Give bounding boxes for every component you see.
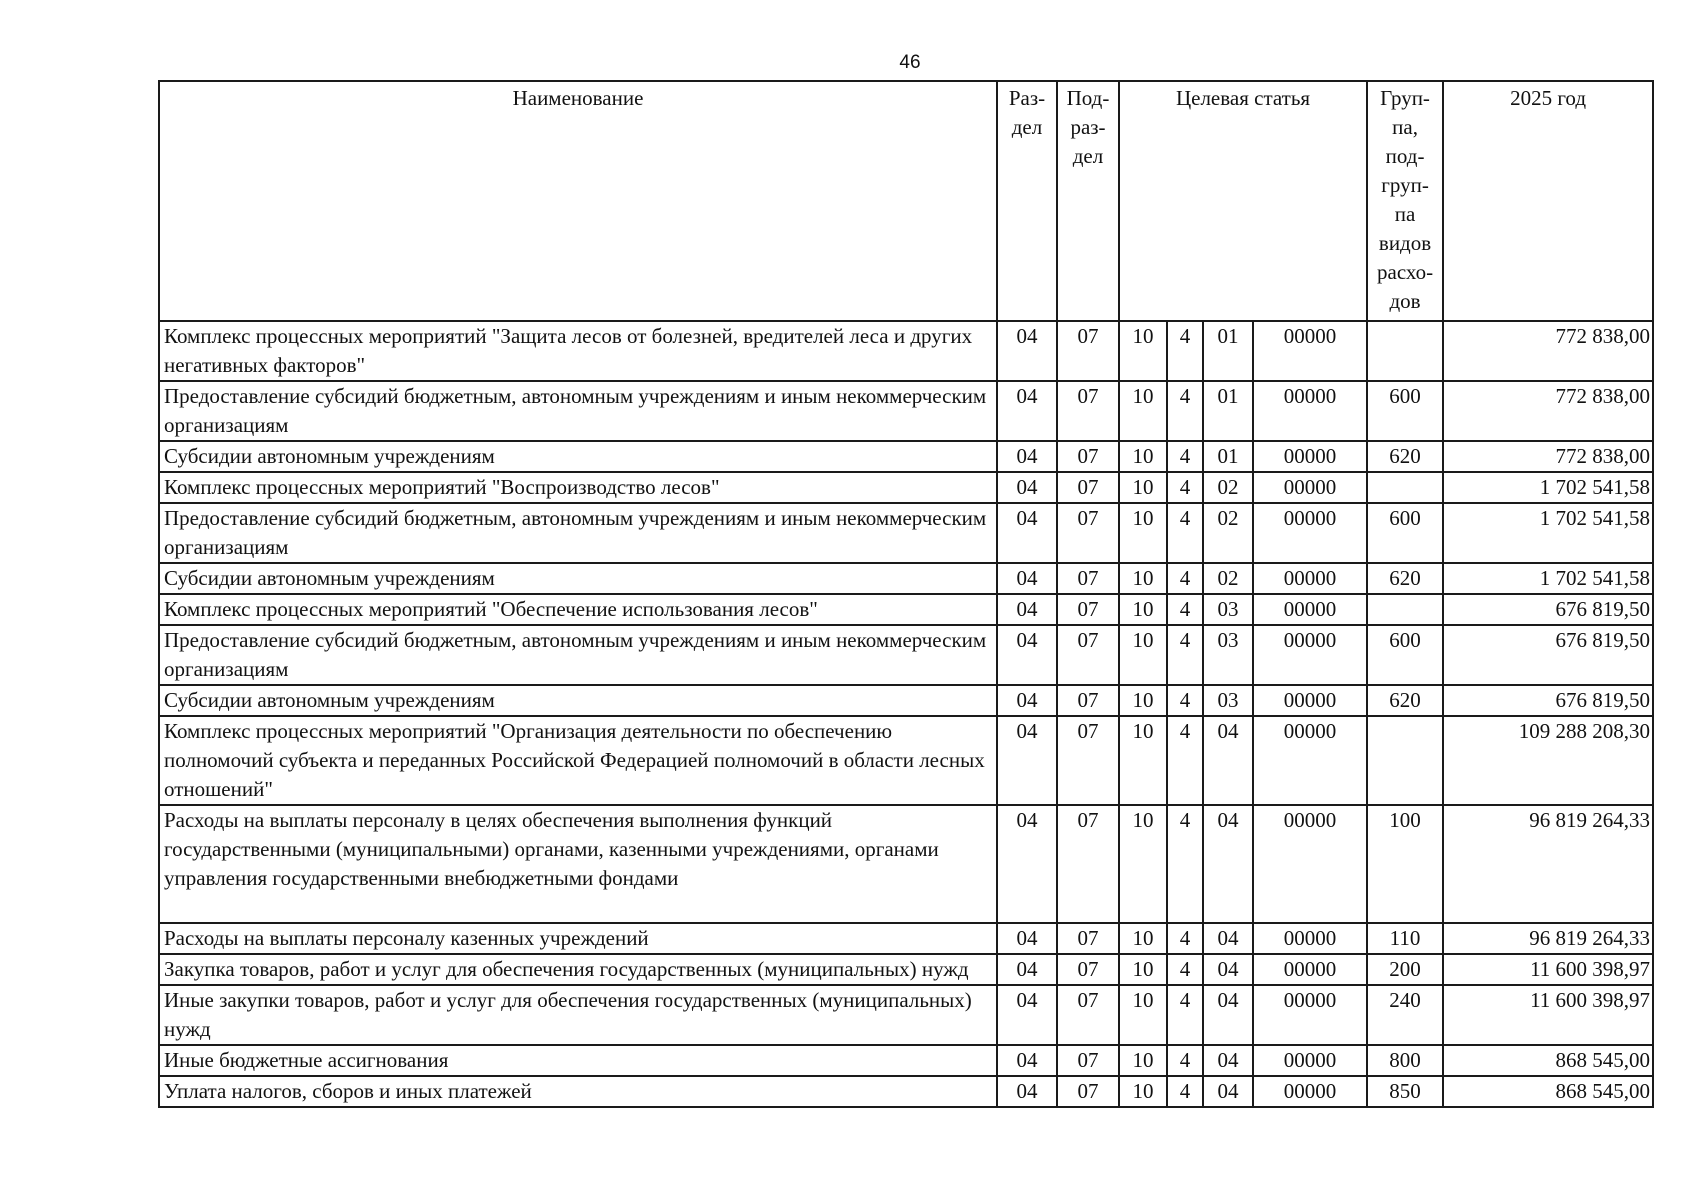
row-name: Расходы на выплаты персоналу в целях обеспечения выполнения функций государственными (муниципальными) органами, казенными учреждениями, органами управления государственными внебюджетными фондами bbox=[159, 805, 997, 923]
row-target-type: 4 bbox=[1167, 1045, 1203, 1076]
row-section: 04 bbox=[997, 1076, 1057, 1107]
row-subsection: 07 bbox=[1057, 954, 1119, 985]
row-target-complex: 04 bbox=[1203, 954, 1253, 985]
row-expense-group: 600 bbox=[1367, 503, 1443, 563]
row-expense-group: 800 bbox=[1367, 1045, 1443, 1076]
row-name: Комплекс процессных мероприятий "Обеспечение использования лесов" bbox=[159, 594, 997, 625]
row-target-type: 4 bbox=[1167, 472, 1203, 503]
row-target-direction: 00000 bbox=[1253, 472, 1367, 503]
row-target-program: 10 bbox=[1119, 625, 1167, 685]
row-amount: 772 838,00 bbox=[1443, 441, 1653, 472]
row-target-program: 10 bbox=[1119, 685, 1167, 716]
row-subsection: 07 bbox=[1057, 685, 1119, 716]
row-target-complex: 02 bbox=[1203, 503, 1253, 563]
budget-table bbox=[158, 80, 1654, 1108]
row-name: Уплата налогов, сборов и иных платежей bbox=[159, 1076, 997, 1107]
row-target-type: 4 bbox=[1167, 381, 1203, 441]
row-amount: 109 288 208,30 bbox=[1443, 716, 1653, 805]
row-expense-group bbox=[1367, 321, 1443, 381]
table-row bbox=[159, 563, 1653, 594]
row-section: 04 bbox=[997, 954, 1057, 985]
row-amount: 676 819,50 bbox=[1443, 594, 1653, 625]
row-target-complex: 04 bbox=[1203, 716, 1253, 805]
row-target-direction: 00000 bbox=[1253, 954, 1367, 985]
row-target-program: 10 bbox=[1119, 1045, 1167, 1076]
row-target-complex: 04 bbox=[1203, 805, 1253, 923]
row-target-program: 10 bbox=[1119, 563, 1167, 594]
row-expense-group: 620 bbox=[1367, 685, 1443, 716]
row-target-direction: 00000 bbox=[1253, 1045, 1367, 1076]
row-subsection: 07 bbox=[1057, 985, 1119, 1045]
row-subsection: 07 bbox=[1057, 625, 1119, 685]
row-target-complex: 02 bbox=[1203, 563, 1253, 594]
row-name: Предоставление субсидий бюджетным, автономным учреждениям и иным некоммерческим организациям bbox=[159, 381, 997, 441]
row-subsection: 07 bbox=[1057, 563, 1119, 594]
row-section: 04 bbox=[997, 503, 1057, 563]
row-target-complex: 04 bbox=[1203, 923, 1253, 954]
row-section: 04 bbox=[997, 685, 1057, 716]
row-target-complex: 01 bbox=[1203, 381, 1253, 441]
row-target-type: 4 bbox=[1167, 685, 1203, 716]
row-amount: 1 702 541,58 bbox=[1443, 472, 1653, 503]
row-section: 04 bbox=[997, 923, 1057, 954]
row-name: Комплекс процессных мероприятий "Воспроизводство лесов" bbox=[159, 472, 997, 503]
row-section: 04 bbox=[997, 625, 1057, 685]
row-section: 04 bbox=[997, 321, 1057, 381]
table-row bbox=[159, 985, 1653, 1045]
header-name: Наименование bbox=[159, 81, 997, 321]
row-name: Комплекс процессных мероприятий "Защита лесов от болезней, вредителей леса и других негативных факторов" bbox=[159, 321, 997, 381]
row-target-type: 4 bbox=[1167, 954, 1203, 985]
table-row bbox=[159, 441, 1653, 472]
row-name: Комплекс процессных мероприятий "Организация деятельности по обеспечению полномочий субъекта и переданных Российской Федерацией полномочий в области лесных отношений" bbox=[159, 716, 997, 805]
row-target-direction: 00000 bbox=[1253, 923, 1367, 954]
table-row bbox=[159, 1076, 1653, 1107]
row-subsection: 07 bbox=[1057, 1076, 1119, 1107]
row-target-program: 10 bbox=[1119, 805, 1167, 923]
table-body bbox=[159, 321, 1653, 1107]
table-row bbox=[159, 805, 1653, 923]
row-subsection: 07 bbox=[1057, 1045, 1119, 1076]
row-amount: 1 702 541,58 bbox=[1443, 503, 1653, 563]
page-number: 46 bbox=[899, 52, 921, 73]
row-target-program: 10 bbox=[1119, 441, 1167, 472]
row-expense-group bbox=[1367, 594, 1443, 625]
table-header bbox=[159, 81, 1653, 321]
row-target-type: 4 bbox=[1167, 1076, 1203, 1107]
row-amount: 772 838,00 bbox=[1443, 381, 1653, 441]
row-target-type: 4 bbox=[1167, 985, 1203, 1045]
header-group bbox=[1367, 81, 1443, 321]
row-subsection: 07 bbox=[1057, 716, 1119, 805]
row-target-complex: 04 bbox=[1203, 1076, 1253, 1107]
row-target-direction: 00000 bbox=[1253, 321, 1367, 381]
row-target-direction: 00000 bbox=[1253, 685, 1367, 716]
row-target-direction: 00000 bbox=[1253, 716, 1367, 805]
row-target-direction: 00000 bbox=[1253, 563, 1367, 594]
row-amount: 772 838,00 bbox=[1443, 321, 1653, 381]
header-row bbox=[159, 81, 1653, 321]
row-target-type: 4 bbox=[1167, 503, 1203, 563]
row-amount: 868 545,00 bbox=[1443, 1076, 1653, 1107]
row-target-type: 4 bbox=[1167, 625, 1203, 685]
row-expense-group: 620 bbox=[1367, 563, 1443, 594]
row-section: 04 bbox=[997, 441, 1057, 472]
row-name: Иные закупки товаров, работ и услуг для обеспечения государственных (муниципальных) нужд bbox=[159, 985, 997, 1045]
row-target-complex: 01 bbox=[1203, 321, 1253, 381]
row-section: 04 bbox=[997, 472, 1057, 503]
header-target-article: Целевая статья bbox=[1119, 81, 1367, 321]
row-name: Предоставление субсидий бюджетным, автономным учреждениям и иным некоммерческим организациям bbox=[159, 625, 997, 685]
row-section: 04 bbox=[997, 1045, 1057, 1076]
row-name: Расходы на выплаты персоналу казенных учреждений bbox=[159, 923, 997, 954]
row-amount: 868 545,00 bbox=[1443, 1045, 1653, 1076]
row-target-complex: 03 bbox=[1203, 685, 1253, 716]
row-expense-group: 850 bbox=[1367, 1076, 1443, 1107]
row-target-direction: 00000 bbox=[1253, 381, 1367, 441]
row-subsection: 07 bbox=[1057, 321, 1119, 381]
row-expense-group: 200 bbox=[1367, 954, 1443, 985]
row-target-type: 4 bbox=[1167, 441, 1203, 472]
row-amount: 96 819 264,33 bbox=[1443, 805, 1653, 923]
row-target-direction: 00000 bbox=[1253, 441, 1367, 472]
row-section: 04 bbox=[997, 381, 1057, 441]
row-target-program: 10 bbox=[1119, 381, 1167, 441]
row-name: Закупка товаров, работ и услуг для обеспечения государственных (муниципальных) нужд bbox=[159, 954, 997, 985]
row-section: 04 bbox=[997, 563, 1057, 594]
table-row bbox=[159, 625, 1653, 685]
row-subsection: 07 bbox=[1057, 594, 1119, 625]
row-subsection: 07 bbox=[1057, 923, 1119, 954]
row-target-complex: 03 bbox=[1203, 625, 1253, 685]
row-amount: 11 600 398,97 bbox=[1443, 985, 1653, 1045]
row-expense-group bbox=[1367, 716, 1443, 805]
header-section bbox=[997, 81, 1057, 321]
header-subsection-text: Под- раз- дел bbox=[1066, 86, 1110, 168]
row-target-type: 4 bbox=[1167, 716, 1203, 805]
row-target-program: 10 bbox=[1119, 594, 1167, 625]
table-row bbox=[159, 685, 1653, 716]
table-row bbox=[159, 923, 1653, 954]
table-row bbox=[159, 1045, 1653, 1076]
row-subsection: 07 bbox=[1057, 805, 1119, 923]
row-name: Предоставление субсидий бюджетным, автономным учреждениям и иным некоммерческим организациям bbox=[159, 503, 997, 563]
row-target-direction: 00000 bbox=[1253, 594, 1367, 625]
row-target-direction: 00000 bbox=[1253, 625, 1367, 685]
row-name: Субсидии автономным учреждениям bbox=[159, 685, 997, 716]
row-subsection: 07 bbox=[1057, 381, 1119, 441]
row-target-program: 10 bbox=[1119, 923, 1167, 954]
table-row bbox=[159, 954, 1653, 985]
row-target-direction: 00000 bbox=[1253, 985, 1367, 1045]
row-name: Субсидии автономным учреждениям bbox=[159, 563, 997, 594]
row-subsection: 07 bbox=[1057, 503, 1119, 563]
row-expense-group: 240 bbox=[1367, 985, 1443, 1045]
row-section: 04 bbox=[997, 805, 1057, 923]
row-expense-group: 600 bbox=[1367, 625, 1443, 685]
row-target-direction: 00000 bbox=[1253, 1076, 1367, 1107]
table-row bbox=[159, 594, 1653, 625]
row-target-complex: 04 bbox=[1203, 985, 1253, 1045]
row-target-direction: 00000 bbox=[1253, 805, 1367, 923]
row-target-program: 10 bbox=[1119, 985, 1167, 1045]
header-subsection bbox=[1057, 81, 1119, 321]
row-name: Субсидии автономным учреждениям bbox=[159, 441, 997, 472]
row-amount: 676 819,50 bbox=[1443, 625, 1653, 685]
row-target-type: 4 bbox=[1167, 923, 1203, 954]
row-target-program: 10 bbox=[1119, 472, 1167, 503]
row-section: 04 bbox=[997, 594, 1057, 625]
table-row bbox=[159, 503, 1653, 563]
row-target-type: 4 bbox=[1167, 321, 1203, 381]
table-row bbox=[159, 716, 1653, 805]
row-subsection: 07 bbox=[1057, 472, 1119, 503]
table-row bbox=[159, 321, 1653, 381]
row-name: Иные бюджетные ассигнования bbox=[159, 1045, 997, 1076]
row-target-program: 10 bbox=[1119, 1076, 1167, 1107]
row-target-program: 10 bbox=[1119, 954, 1167, 985]
row-expense-group bbox=[1367, 472, 1443, 503]
row-amount: 96 819 264,33 bbox=[1443, 923, 1653, 954]
header-year: 2025 год bbox=[1443, 81, 1653, 321]
row-subsection: 07 bbox=[1057, 441, 1119, 472]
row-target-program: 10 bbox=[1119, 321, 1167, 381]
row-target-complex: 04 bbox=[1203, 1045, 1253, 1076]
row-target-type: 4 bbox=[1167, 563, 1203, 594]
row-expense-group: 620 bbox=[1367, 441, 1443, 472]
row-target-complex: 03 bbox=[1203, 594, 1253, 625]
row-target-type: 4 bbox=[1167, 594, 1203, 625]
row-expense-group: 110 bbox=[1367, 923, 1443, 954]
row-target-type: 4 bbox=[1167, 805, 1203, 923]
row-expense-group: 600 bbox=[1367, 381, 1443, 441]
row-target-program: 10 bbox=[1119, 503, 1167, 563]
row-amount: 11 600 398,97 bbox=[1443, 954, 1653, 985]
header-group-text: Груп- па, под- груп- па видов расхо- дов bbox=[1377, 86, 1434, 313]
row-target-complex: 02 bbox=[1203, 472, 1253, 503]
table-row bbox=[159, 472, 1653, 503]
row-amount: 676 819,50 bbox=[1443, 685, 1653, 716]
row-target-complex: 01 bbox=[1203, 441, 1253, 472]
row-target-direction: 00000 bbox=[1253, 503, 1367, 563]
table-row bbox=[159, 381, 1653, 441]
row-amount: 1 702 541,58 bbox=[1443, 563, 1653, 594]
header-section-text: Раз- дел bbox=[1008, 86, 1046, 139]
row-section: 04 bbox=[997, 985, 1057, 1045]
row-target-program: 10 bbox=[1119, 716, 1167, 805]
row-section: 04 bbox=[997, 716, 1057, 805]
row-expense-group: 100 bbox=[1367, 805, 1443, 923]
